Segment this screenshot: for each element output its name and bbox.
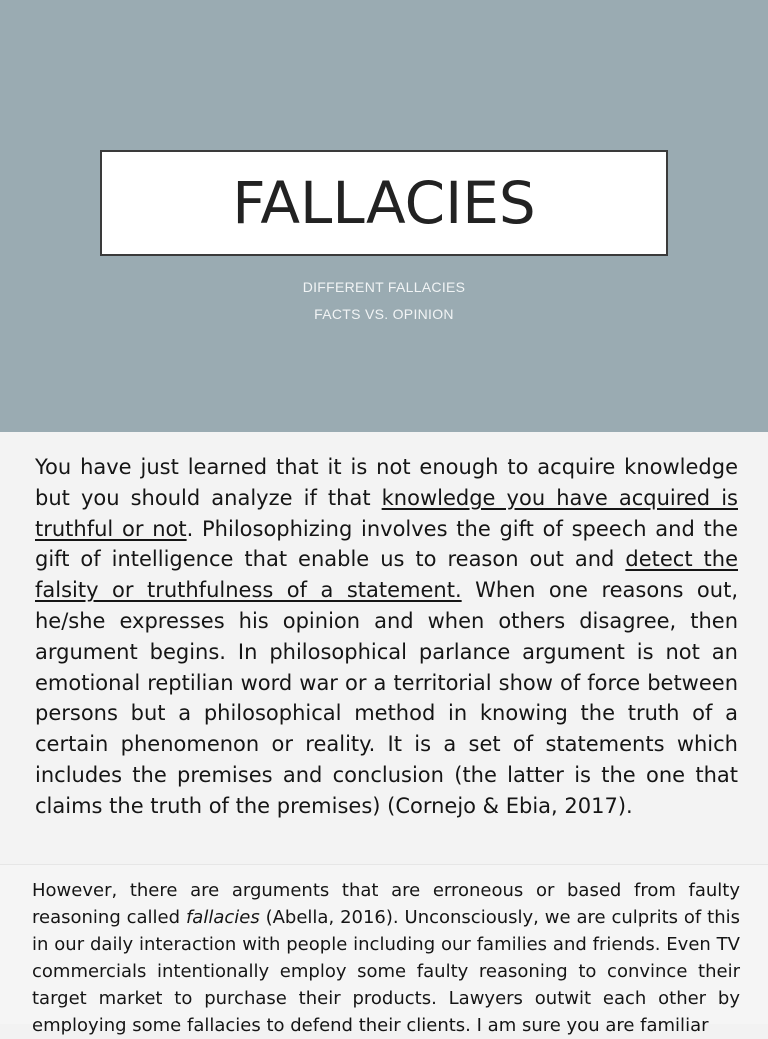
italic-term-fallacies: fallacies — [185, 907, 260, 928]
paragraph-text: . Philosophizing involves the gift of speech and the gift of intelligence that enable us to reason out and — [35, 516, 739, 572]
paragraph-text: However, there are arguments that are erroneous or based from faulty reasoning called — [32, 880, 740, 928]
title-slide — [0, 0, 768, 432]
paragraph-text: (Abella, 2016). Unconsciously, we are culprits of this in our daily interaction with people including our families and friends. Even TV commercials intentionally employ some faulty reasoning to convince their target market to purchase their products. Lawyers outwit each other by employing some fallacies to defend their clients. I am sure you are familiar — [32, 907, 740, 1036]
paragraph-text: When one reasons out, he/she expresses his opinion and when others disagree, then argument begins. In philosophical parlance argument is not an emotional reptilian word war or a territorial show of force between persons but a philosophical method in knowing the truth of a certain phenomenon or reality. It is a set of statements which includes the premises and conclusion (the latter is the one that claims the truth of the premises) (Cornejo & Ebia, 2017). — [35, 578, 738, 818]
title-box — [100, 150, 668, 256]
argument-paragraph — [35, 452, 738, 822]
argument-slide — [0, 432, 768, 864]
paragraph-text: You have just learned that it is not enough to acquire knowledge but you should analyze if that — [35, 455, 738, 510]
underlined-phrase-detect: detect the falsity or truthfulness of a statement. — [35, 547, 738, 603]
slide-title: FALLACIES — [232, 169, 536, 237]
subtitle-different-fallacies: DIFFERENT FALLACIES — [302, 279, 466, 295]
fallacies-paragraph — [32, 877, 740, 1039]
subtitle-facts-vs-opinion: FACTS VS. OPINION — [314, 306, 454, 322]
fallacies-slide — [0, 865, 768, 1036]
underlined-phrase-knowledge: knowledge you have acquired is truthful or not — [35, 485, 738, 541]
